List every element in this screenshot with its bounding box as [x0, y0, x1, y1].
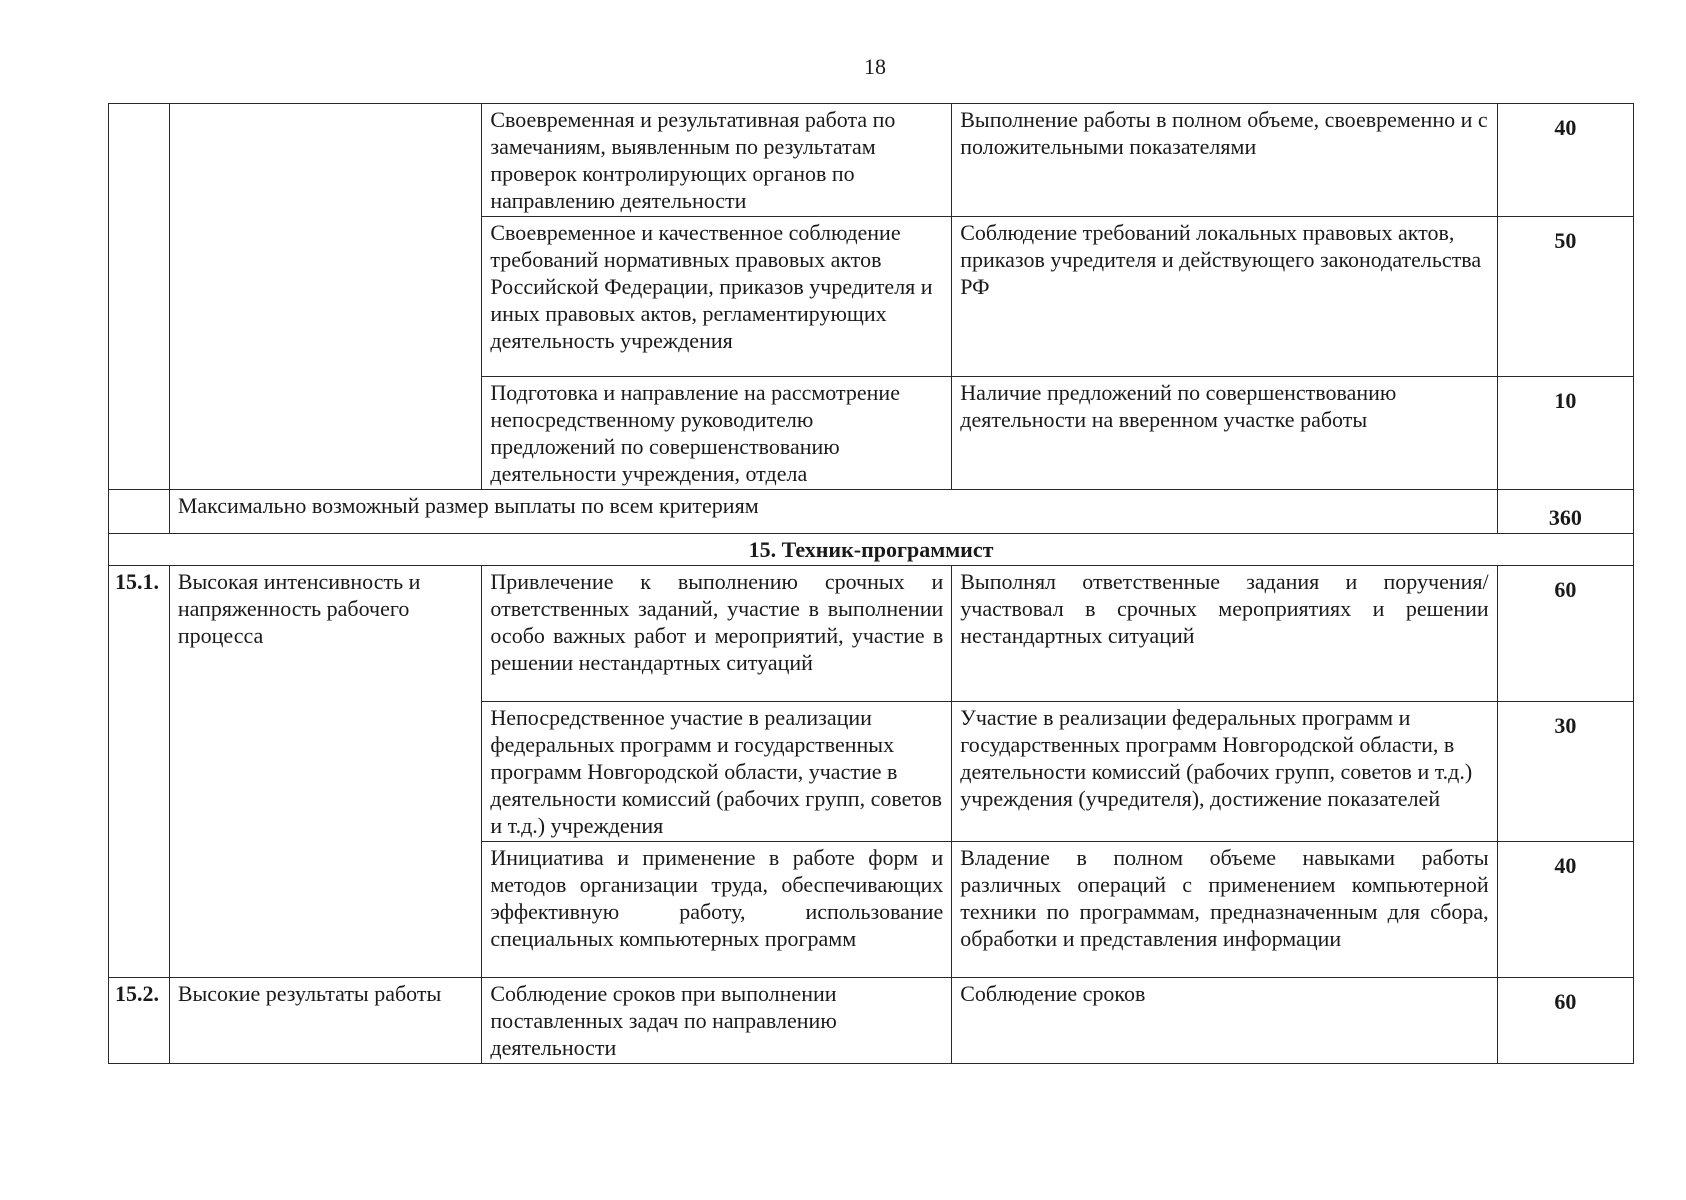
indicator-cell: Привлечение к выполнению срочных и ответственных заданий, участие в выполнении особо важных работ и мероприятий, участие в решении нестандартных ситуаций	[482, 566, 952, 702]
criteria-table	[108, 103, 1634, 1064]
criterion-cell: Выполнял ответственные задания и поручения/участвовал в срочных мероприятиях и решении нестандартных ситуаций	[952, 566, 1497, 702]
page-number: 18	[864, 54, 886, 79]
criterion-cell: Соблюдение требований локальных правовых актов, приказов учредителя и действующего законодательства РФ	[952, 217, 1497, 377]
indicator-cell: Своевременная и результативная работа по замечаниям, выявленным по результатам проверок контролирующих органов по направлению деятельности	[482, 104, 952, 217]
group-name: Высокие результаты работы	[169, 978, 482, 1064]
points-cell: 40	[1497, 104, 1633, 217]
points-cell: 60	[1497, 978, 1633, 1064]
indicator-cell: Своевременное и качественное соблюдение требований нормативных правовых актов Российской Федерации, приказов учредителя и иных правовых актов, регламентирующих деятельность учреждения	[482, 217, 952, 377]
criterion-cell: Владение в полном объеме навыками работы различных операций с применением компьютерной техники по программам, предназначенным для сбора, обработки и представления информации	[952, 842, 1497, 978]
group-name: Высокая интенсивность и напряженность рабочего процесса	[169, 566, 482, 978]
points-cell: 60	[1497, 566, 1633, 702]
criterion-cell: Выполнение работы в полном объеме, своевременно и с положительными показателями	[952, 104, 1497, 217]
max-total-points: 360	[1497, 490, 1633, 534]
table-row	[109, 978, 1634, 1064]
criterion-cell: Участие в реализации федеральных программ и государственных программ Новгородской области, в деятельности комиссий (рабочих групп, советов и т.д.) учреждения (учредителя), достижение показателей	[952, 702, 1497, 842]
table-row	[109, 566, 1634, 702]
indicator-cell: Соблюдение сроков при выполнении поставленных задач по направлению деятельности	[482, 978, 952, 1064]
group-number: 15.2.	[109, 978, 170, 1064]
criterion-cell: Наличие предложений по совершенствованию деятельности на вверенном участке работы	[952, 377, 1497, 490]
number-cell	[109, 104, 170, 490]
points-cell: 30	[1497, 702, 1633, 842]
max-total-row	[109, 490, 1634, 534]
indicator-cell: Непосредственное участие в реализации федеральных программ и государственных программ Новгородской области, участие в деятельности комиссий (рабочих групп, советов и т.д.) учреждения	[482, 702, 952, 842]
section-title: 15. Техник-программист	[109, 534, 1634, 566]
indicator-cell: Инициатива и применение в работе форм и методов организации труда, обеспечивающих эффективную работу, использование специальных компьютерных программ	[482, 842, 952, 978]
number-cell	[109, 490, 170, 534]
table-row	[109, 104, 1634, 217]
points-cell: 50	[1497, 217, 1633, 377]
points-cell: 40	[1497, 842, 1633, 978]
max-total-label: Максимально возможный размер выплаты по всем критериям	[169, 490, 1497, 534]
indicator-cell: Подготовка и направление на рассмотрение непосредственному руководителю предложений по совершенствованию деятельности учреждения, отдела	[482, 377, 952, 490]
section-heading-row	[109, 534, 1634, 566]
name-cell	[169, 104, 482, 490]
group-number: 15.1.	[109, 566, 170, 978]
criterion-cell: Соблюдение сроков	[952, 978, 1497, 1064]
points-cell: 10	[1497, 377, 1633, 490]
